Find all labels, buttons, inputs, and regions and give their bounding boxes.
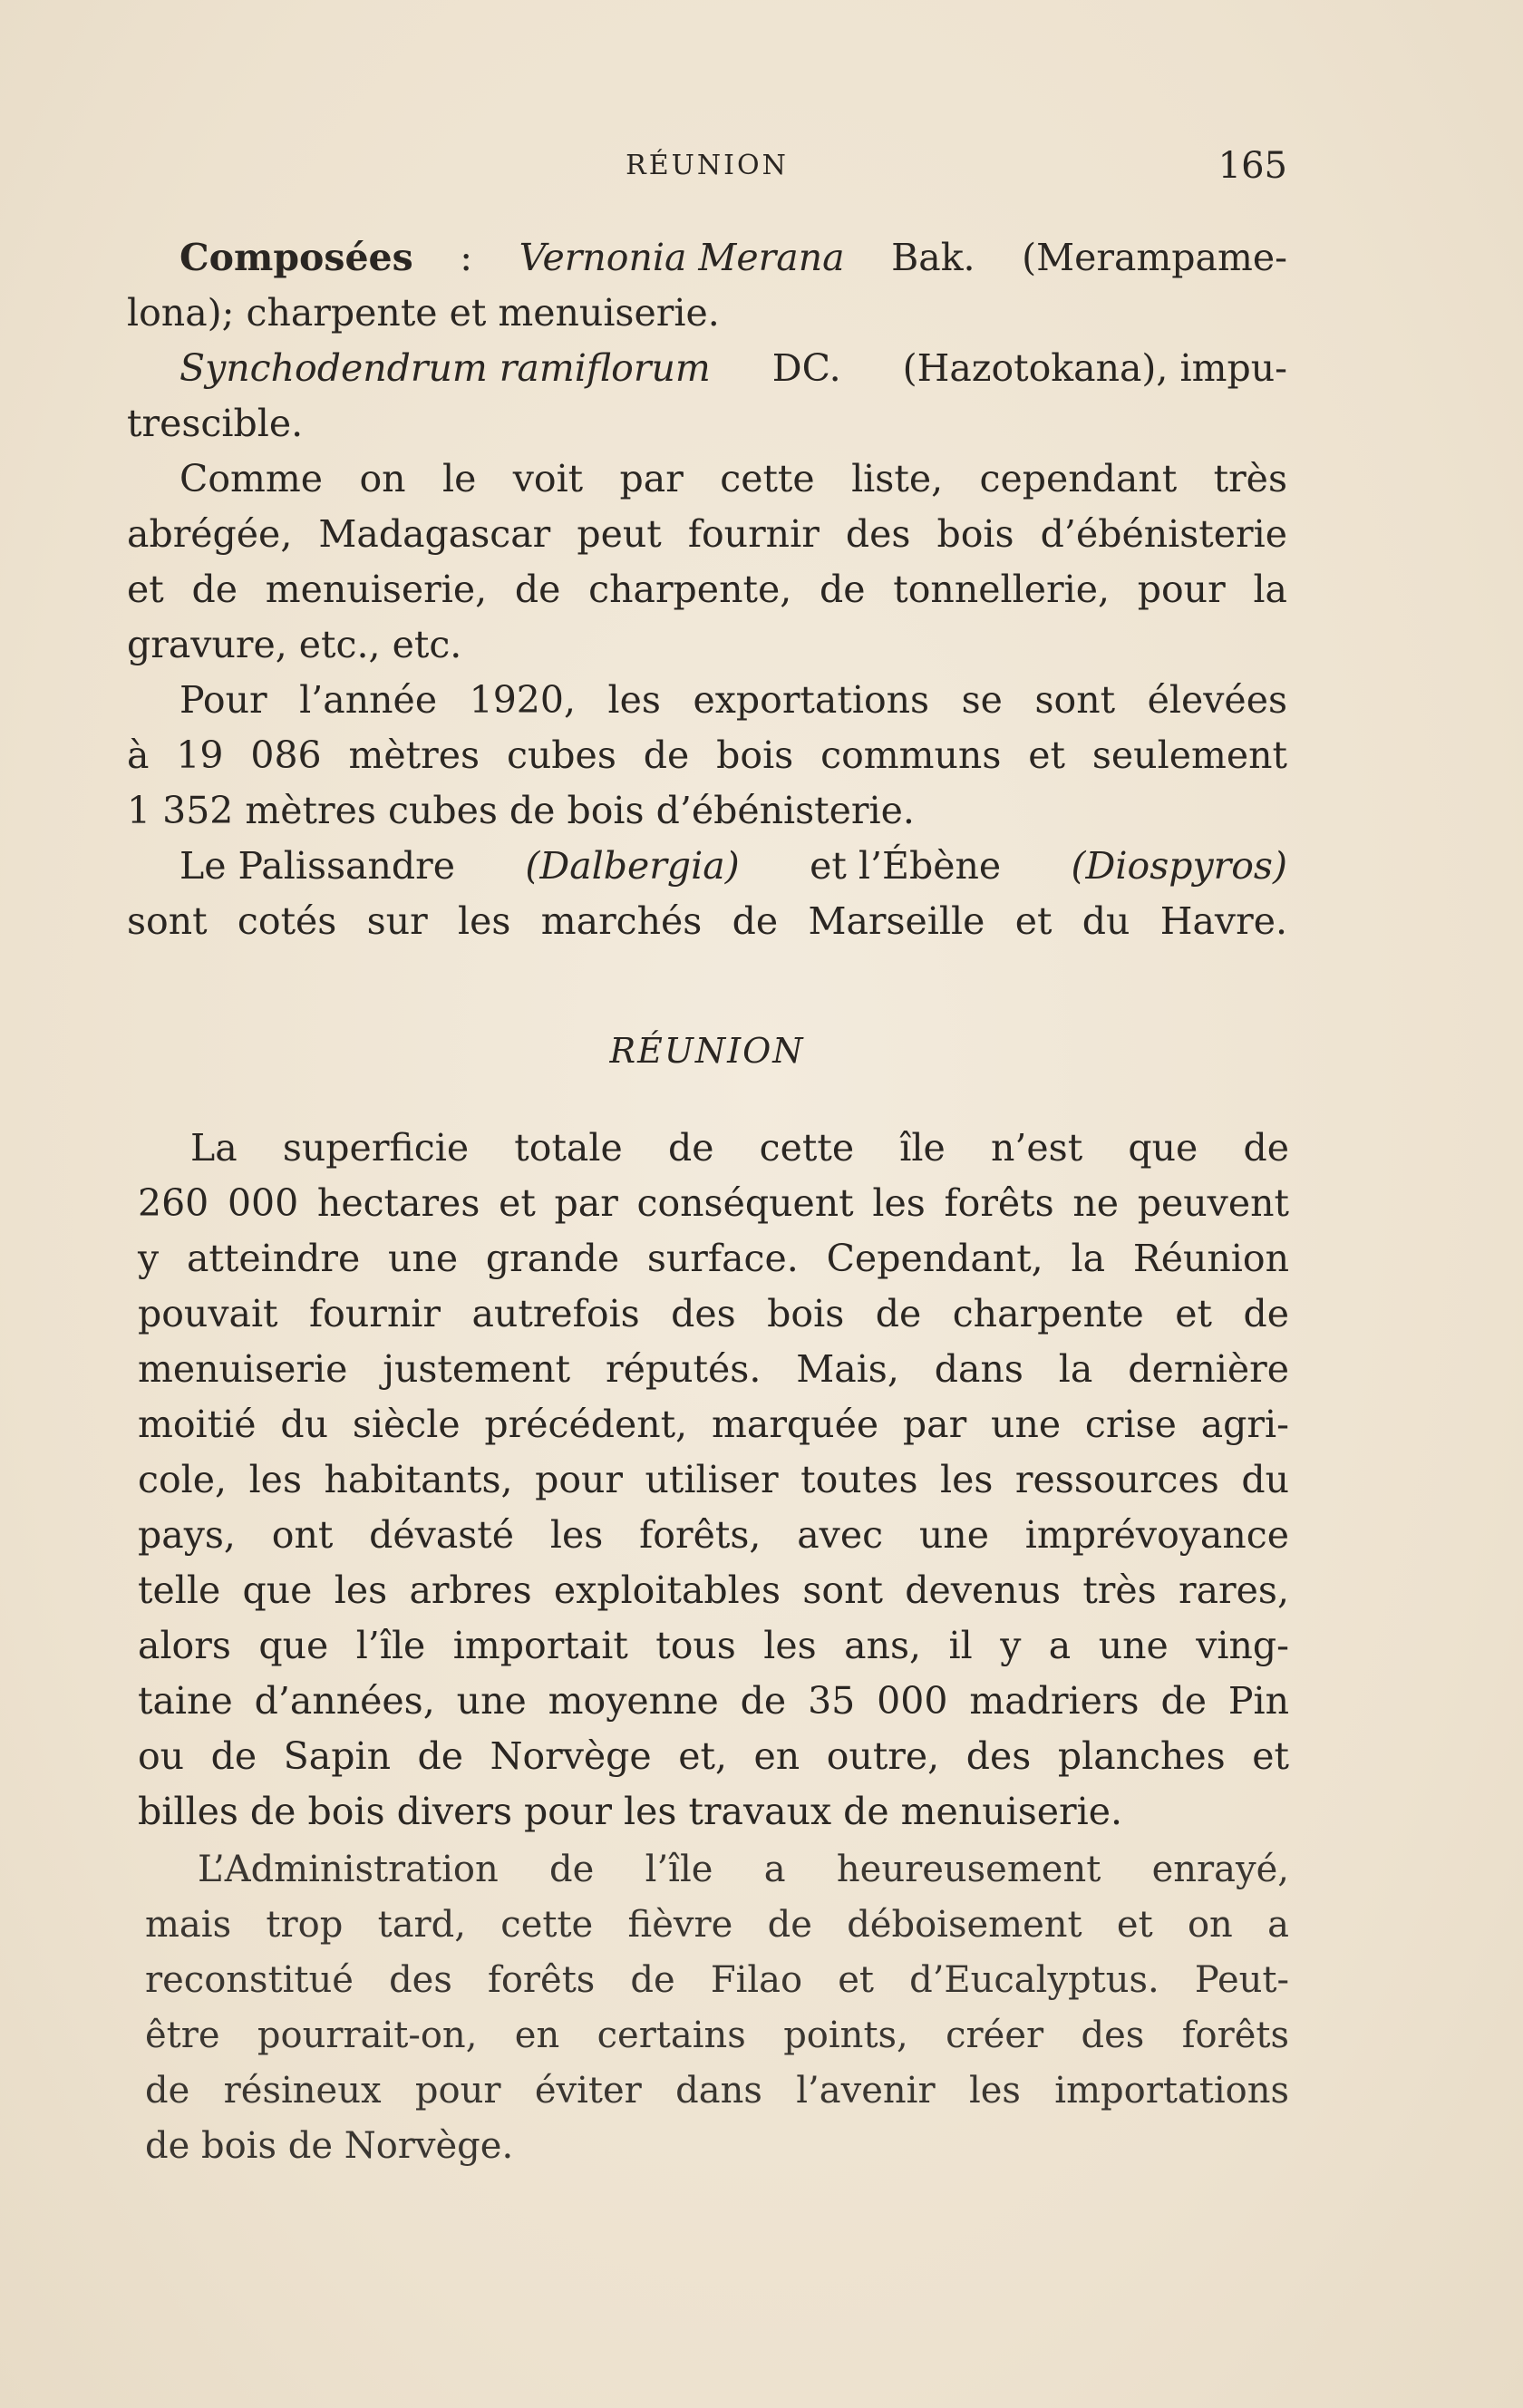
text-line bbox=[127, 396, 1287, 452]
author-abbrev: DC. bbox=[771, 346, 841, 390]
text-line bbox=[127, 673, 1287, 728]
genus-name: (Dalbergia) bbox=[525, 844, 740, 888]
text-line bbox=[145, 1898, 1289, 1953]
text-line bbox=[138, 1674, 1289, 1729]
madagascar-text bbox=[127, 230, 1287, 1096]
line-text: y atteindre une grande surface. Cependant, la Réunion bbox=[138, 1237, 1289, 1280]
line-text: cole, les habitants, pour utiliser toutes les ressources du bbox=[138, 1458, 1289, 1501]
line-text: et de menuiserie, de charpente, de tonnellerie, pour la bbox=[127, 568, 1287, 611]
line-text: moitié du siècle précédent, marquée par une crise agri- bbox=[138, 1403, 1289, 1446]
line-text: alors que l’île importait tous les ans, il y a une ving- bbox=[138, 1624, 1289, 1667]
text-line bbox=[138, 1563, 1289, 1618]
line-text: être pourrait-on, en certains points, créer des forêts bbox=[145, 2015, 1289, 2056]
text-line bbox=[127, 286, 1287, 341]
line-text: lona); charpente et menuiserie. bbox=[127, 291, 720, 335]
line-text: sont cotés sur les marchés de Marseille et du Havre. bbox=[127, 899, 1287, 943]
line-text: Pour l’année 1920, les exportations se sont élevées bbox=[179, 678, 1287, 722]
vernacular-name: (Hazotokana), impu- bbox=[902, 346, 1287, 390]
line-text: abrégée, Madagascar peut fournir des bois d’ébénisterie bbox=[127, 512, 1287, 556]
line-text: mais trop tard, cette fièvre de déboisement et on a bbox=[145, 1904, 1289, 1946]
text-line bbox=[127, 617, 1287, 673]
line-text: trescible. bbox=[127, 402, 304, 445]
line-text: de résineux pour éviter dans l’avenir les importations bbox=[145, 2070, 1289, 2112]
line-text: L’Administration de l’île a heureusement enrayé, bbox=[198, 1849, 1289, 1890]
running-title: RÉUNION bbox=[626, 150, 789, 181]
text-line bbox=[145, 1842, 1289, 1898]
vernacular-name: (Merampame- bbox=[1022, 236, 1287, 279]
line-text: de bois de Norvège. bbox=[145, 2125, 514, 2167]
line-text: 1 352 mètres cubes de bois d’ébénisterie. bbox=[127, 789, 915, 832]
line-text: et l’Ébène bbox=[810, 844, 1002, 888]
line-text: à 19 086 mètres cubes de bois communs et seulement bbox=[127, 733, 1287, 777]
text-line bbox=[145, 2008, 1289, 2063]
page-header bbox=[127, 143, 1287, 189]
text-line bbox=[127, 507, 1287, 562]
text-line bbox=[127, 783, 1287, 839]
text-line bbox=[145, 1953, 1289, 2008]
text-line bbox=[138, 1784, 1289, 1840]
text-line bbox=[138, 1729, 1289, 1784]
line-text: taine d’années, une moyenne de 35 000 madriers de Pin bbox=[138, 1679, 1289, 1723]
text-line bbox=[145, 2119, 1289, 2174]
text-line bbox=[145, 2063, 1289, 2119]
line-text: pouvait fournir autrefois des bois de charpente et de bbox=[138, 1292, 1289, 1335]
line-text: gravure, etc., etc. bbox=[127, 623, 462, 666]
line-text: La superficie totale de cette île n’est que de bbox=[190, 1126, 1289, 1170]
text-line bbox=[138, 1342, 1289, 1397]
reunion-paragraph-2 bbox=[145, 1842, 1289, 2174]
text-line bbox=[138, 1287, 1289, 1342]
text-line bbox=[138, 1121, 1289, 1176]
text-line bbox=[127, 894, 1287, 949]
text-line bbox=[127, 839, 1287, 894]
page-number: 165 bbox=[1217, 145, 1287, 187]
line-text: Le Palissandre bbox=[179, 844, 455, 888]
line-text: Comme on le voit par cette liste, cependant très bbox=[179, 457, 1287, 500]
species-name: Synchodendrum ramiflorum bbox=[179, 346, 711, 390]
line-text: pays, ont dévasté les forêts, avec une imprévoyance bbox=[138, 1513, 1289, 1557]
reunion-paragraph-1 bbox=[138, 1121, 1289, 1840]
text-line bbox=[127, 562, 1287, 617]
line-text: menuiserie justement réputés. Mais, dans la dernière bbox=[138, 1347, 1289, 1391]
line-text: telle que les arbres exploitables sont devenus très rares, bbox=[138, 1568, 1289, 1612]
species-name: Vernonia Merana bbox=[519, 236, 845, 279]
text-line bbox=[138, 1508, 1289, 1563]
line-text: billes de bois divers pour les travaux de menuiserie. bbox=[138, 1790, 1123, 1833]
section-title: RÉUNION bbox=[609, 1031, 805, 1071]
line-text: 260 000 hectares et par conséquent les forêts ne peuvent bbox=[138, 1181, 1289, 1225]
text-line bbox=[138, 1452, 1289, 1508]
text-line bbox=[127, 341, 1287, 396]
text-line bbox=[127, 452, 1287, 507]
text-line bbox=[127, 230, 1287, 286]
genus-name: (Diospyros) bbox=[1071, 844, 1287, 888]
author-abbrev: Bak. bbox=[891, 236, 975, 279]
text-line bbox=[138, 1397, 1289, 1452]
text-line bbox=[138, 1231, 1289, 1287]
family-label: Composées bbox=[179, 236, 413, 279]
text-line bbox=[138, 1176, 1289, 1231]
line-text: ou de Sapin de Norvège et, en outre, des planches et bbox=[138, 1734, 1289, 1778]
text-line bbox=[138, 1618, 1289, 1674]
separator: : bbox=[460, 236, 473, 279]
text-line bbox=[127, 728, 1287, 783]
line-text: reconstitué des forêts de Filao et d’Eucalyptus. Peut- bbox=[145, 1959, 1289, 2001]
